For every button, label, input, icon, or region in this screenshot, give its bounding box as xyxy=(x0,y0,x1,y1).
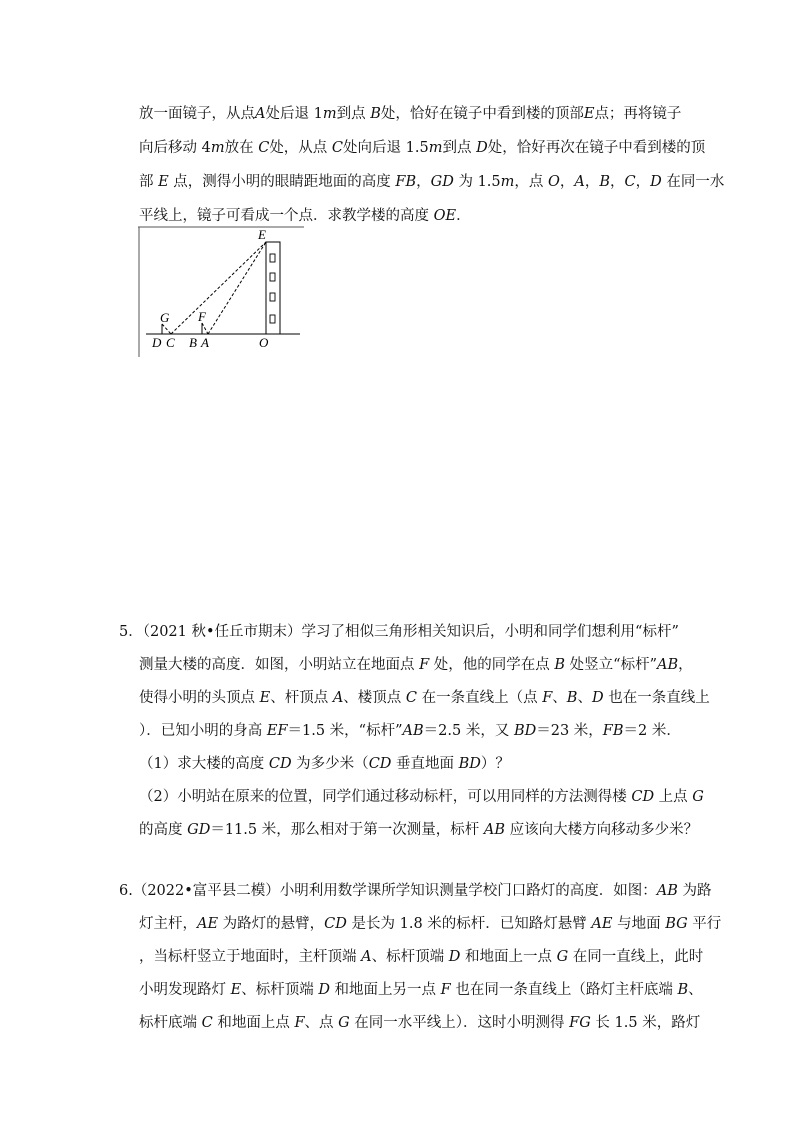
label-G: G xyxy=(160,310,170,325)
text-segment: 为路 xyxy=(677,883,712,899)
text-segment: 在同一水平线上）．这时小明测得 xyxy=(349,1015,570,1031)
text-segment: 处，恰好在镜子中看到楼的顶部 xyxy=(380,106,584,122)
math-variable: D xyxy=(476,140,488,156)
label-F: F xyxy=(198,309,206,324)
math-variable: F xyxy=(542,690,553,706)
math-variable: BD xyxy=(513,723,537,739)
math-variable: EF xyxy=(266,723,288,739)
p6-line xyxy=(139,914,721,934)
text-segment: 到点 xyxy=(442,140,477,156)
text-segment: （2）小明站在原来的位置，同学们通过移动标杆，可以用同样的方法测得楼 xyxy=(139,789,632,805)
math-variable: CD xyxy=(324,916,347,932)
text-segment: 是长为 1.8 米的标杆．已知路灯悬臂 xyxy=(346,916,592,932)
text-segment: 、标杆顶端 xyxy=(371,949,449,965)
text-segment: ， xyxy=(416,174,431,190)
math-variable: CD xyxy=(631,789,655,805)
math-variable: AB xyxy=(656,657,679,673)
text-segment: 和地面上一点 xyxy=(460,949,557,965)
text-segment: 和地面上另一点 xyxy=(329,982,441,998)
text-segment: 为 1.5 xyxy=(453,174,501,190)
building-window xyxy=(270,273,275,281)
math-variable: A xyxy=(574,174,585,190)
math-variable: D xyxy=(591,690,604,706)
math-variable: A xyxy=(332,690,344,706)
text-segment: 平行 xyxy=(687,916,722,932)
label-D: D xyxy=(152,335,162,350)
p5-line xyxy=(139,688,710,708)
text-segment: 、 xyxy=(552,690,567,706)
text-segment: 小明发现路灯 xyxy=(139,982,231,998)
text-segment: 到点 xyxy=(336,106,371,122)
text-segment: 平线上，镜子可看成一个点．求教学楼的高度 xyxy=(139,208,434,224)
text-segment: 、杆顶点 xyxy=(270,690,333,706)
math-variable: G xyxy=(338,1015,350,1031)
sight-F-A xyxy=(202,323,208,334)
label-O: O xyxy=(259,335,269,350)
text-segment: 在同一直线上，此时 xyxy=(568,949,704,965)
math-variable: E xyxy=(230,982,242,998)
text-segment: 处，从点 xyxy=(269,140,332,156)
p5-line xyxy=(139,754,510,774)
math-variable: OE xyxy=(433,208,457,224)
text-segment: 、楼顶点 xyxy=(343,690,406,706)
text-segment: 处，恰好再次在镜子中看到楼的顶 xyxy=(487,140,706,156)
math-variable: CD xyxy=(268,756,292,772)
text-segment: 处，他的同学在点 xyxy=(429,657,555,673)
math-variable: BG xyxy=(665,916,688,932)
text-segment: 应该向大楼方向移动多少米？ xyxy=(504,822,699,838)
text-segment: ，当标杆竖立于地面时，主杆顶端 xyxy=(139,949,362,965)
text-segment: 和地面上点 xyxy=(212,1015,295,1031)
text-segment: 上点 xyxy=(654,789,693,805)
p5-line xyxy=(139,655,693,675)
sight-C-E xyxy=(171,242,266,334)
math-variable: F xyxy=(294,1015,305,1031)
math-variable: O xyxy=(548,174,560,190)
text-segment: 放在 xyxy=(224,140,259,156)
math-variable: D xyxy=(448,949,461,965)
math-variable: G xyxy=(692,789,704,805)
math-variable: D xyxy=(650,174,662,190)
building-window xyxy=(270,254,275,262)
text-segment: ， xyxy=(559,174,575,190)
p6-line xyxy=(119,881,712,901)
text-segment: 放一面镜子，从点 xyxy=(139,106,255,122)
text-segment: 在同一水 xyxy=(661,174,725,190)
text-segment: 在一条直线上（点 xyxy=(417,690,543,706)
text-segment: ， xyxy=(635,174,651,190)
text-segment: 标杆底端 xyxy=(139,1015,202,1031)
text-segment: 也在一条直线上 xyxy=(603,690,710,706)
text-segment: ＝23 米， xyxy=(536,723,603,739)
text-segment: 部 xyxy=(139,174,159,190)
math-variable: D xyxy=(318,982,330,998)
p5-line xyxy=(119,622,679,642)
p5-line xyxy=(139,787,704,807)
math-variable: AB xyxy=(656,883,678,899)
text-segment: 向后移动 4 xyxy=(139,140,211,156)
text-segment: 处竖立“标杆” xyxy=(565,657,657,673)
text-segment: 与地面 xyxy=(612,916,666,932)
math-variable: C xyxy=(405,690,418,706)
p4-line xyxy=(139,206,471,226)
math-variable: C xyxy=(331,140,344,156)
label-C: C xyxy=(166,335,175,350)
math-variable: B xyxy=(370,106,381,122)
math-variable: F xyxy=(440,982,451,998)
label-A: A xyxy=(201,335,209,350)
p6-line xyxy=(139,980,703,1000)
text-segment: 灯主杆， xyxy=(139,916,197,932)
math-variable: m xyxy=(210,140,225,156)
math-variable: A xyxy=(361,949,372,965)
text-segment: ， xyxy=(678,657,693,673)
p4-line xyxy=(139,104,681,124)
text-segment: 垂直地面 xyxy=(391,756,459,772)
p6-line xyxy=(139,1013,700,1033)
math-variable: AB xyxy=(402,723,424,739)
math-variable: B xyxy=(599,174,611,190)
label-B: B xyxy=(189,335,197,350)
math-variable: AE xyxy=(591,916,613,932)
text-segment: 点；再将镜子 xyxy=(594,106,682,122)
text-segment: ）．已知小明的身高 xyxy=(139,723,267,739)
math-variable: C xyxy=(258,140,270,156)
text-segment: 、 xyxy=(577,690,592,706)
math-variable: CD xyxy=(368,756,392,772)
math-variable: m xyxy=(500,174,515,190)
math-variable: m xyxy=(428,140,443,156)
text-segment: 6.（2022•富平县二模）小明利用数学课所学知识测量学校门口路灯的高度．如图： xyxy=(119,883,657,899)
sight-G-C xyxy=(162,324,171,334)
text-segment: ，点 xyxy=(514,174,548,190)
text-segment: ＝1.5 米，“标杆” xyxy=(287,723,403,739)
building-window xyxy=(270,293,275,301)
math-variable: C xyxy=(201,1015,213,1031)
text-segment: 测量大楼的高度．如图，小明站立在地面点 xyxy=(139,657,420,673)
label-E: E xyxy=(258,227,266,242)
math-variable: FG xyxy=(569,1015,591,1031)
math-variable: B xyxy=(566,690,578,706)
text-segment: 、 xyxy=(688,982,703,998)
text-segment: 的高度 xyxy=(139,822,188,838)
text-segment: 处向后退 1.5 xyxy=(343,140,429,156)
math-variable: FB xyxy=(395,174,417,190)
text-segment: ， xyxy=(610,174,625,190)
text-segment: 为路灯的悬臂， xyxy=(218,916,325,932)
text-segment: ）？ xyxy=(480,756,510,772)
math-variable: C xyxy=(624,174,636,190)
text-segment: 使得小明的头顶点 xyxy=(139,690,260,706)
text-segment: 点，测得小明的眼睛距地面的高度 xyxy=(168,174,396,190)
text-segment: （1）求大楼的高度 xyxy=(139,756,269,772)
math-variable: AE xyxy=(197,916,219,932)
math-variable: AB xyxy=(483,822,505,838)
text-segment: ＝2.5 米，又 xyxy=(423,723,514,739)
building-window xyxy=(270,315,275,323)
text-segment: 、点 xyxy=(304,1015,339,1031)
math-variable: B xyxy=(677,982,689,998)
building-mirror-figure xyxy=(138,226,308,362)
p4-line xyxy=(139,172,724,192)
math-variable: BD xyxy=(458,756,481,772)
math-variable: GD xyxy=(187,822,211,838)
math-variable: GD xyxy=(430,174,454,190)
text-segment: 为多少米（ xyxy=(291,756,369,772)
text-segment: 长 1.5 米，路灯 xyxy=(590,1015,701,1031)
text-segment: 、标杆顶端 xyxy=(241,982,319,998)
math-variable: E xyxy=(583,106,595,122)
text-segment: 也在同一条直线上（路灯主杆底端 xyxy=(450,982,678,998)
math-variable: FB xyxy=(602,723,624,739)
math-variable: E xyxy=(158,174,169,190)
math-variable: m xyxy=(322,106,337,122)
p6-line xyxy=(139,947,703,967)
p5-line xyxy=(139,721,681,741)
text-segment: ＝2 米． xyxy=(623,723,681,739)
text-segment: 处后退 1 xyxy=(265,106,323,122)
math-variable: F xyxy=(419,657,430,673)
sight-A-E xyxy=(208,242,266,334)
math-variable: B xyxy=(554,657,566,673)
text-segment: ， xyxy=(584,174,600,190)
math-variable: E xyxy=(259,690,271,706)
building xyxy=(266,242,280,334)
math-variable: A xyxy=(255,106,266,122)
p5-line xyxy=(139,820,698,840)
math-variable: G xyxy=(556,949,569,965)
text-segment: ． xyxy=(456,208,471,224)
text-segment: ＝11.5 米，那么相对于第一次测量，标杆 xyxy=(210,822,484,838)
text-segment: 5．（2021 秋•任丘市期末）学习了相似三角形相关知识后，小明和同学们想利用“标杆” xyxy=(119,624,679,640)
p4-line xyxy=(139,138,705,158)
